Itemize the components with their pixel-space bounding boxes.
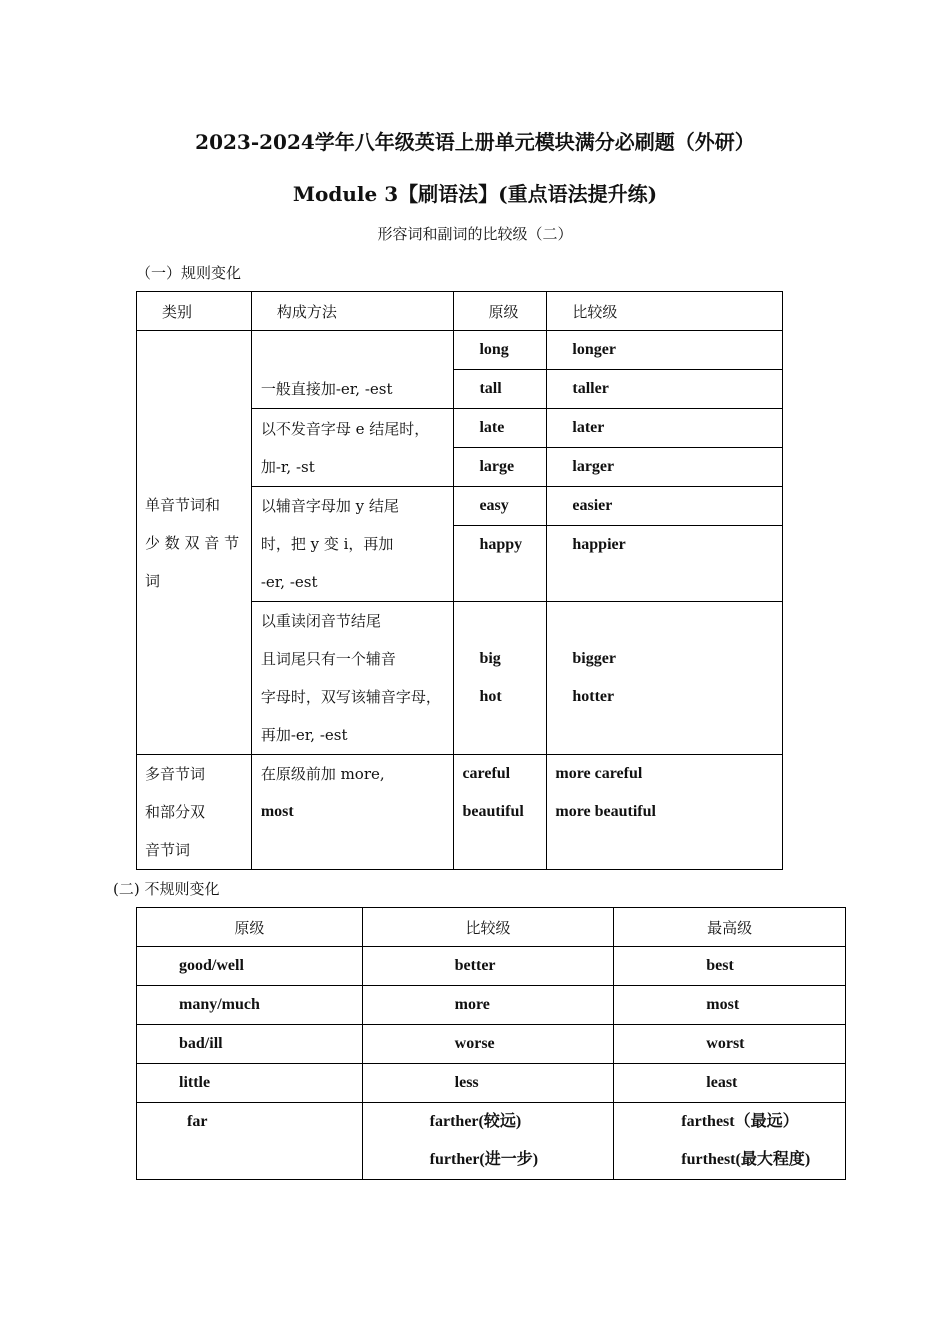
regular-changes-table: [136, 291, 783, 870]
rule-consonant-y: 以辅音字母加 y 结尾 时，把 y 变 i，再加 -er, -est: [251, 487, 454, 602]
comparative-cell: worse: [362, 1025, 614, 1064]
section2-heading: (二) 不规则变化: [113, 880, 220, 898]
base-cell: long: [454, 331, 547, 370]
table-row: [137, 947, 846, 986]
table-row: [137, 986, 846, 1025]
table-row: [137, 331, 783, 370]
base-cell: tall: [454, 370, 547, 409]
base-cell: easy: [454, 487, 547, 526]
table-row: [137, 1103, 846, 1180]
header-superlative: 最高级: [614, 908, 846, 947]
table-row: [137, 1025, 846, 1064]
comparative-cell: happier: [547, 526, 783, 602]
comparative-cell: less: [362, 1064, 614, 1103]
comparative-cell: better: [362, 947, 614, 986]
category-monosyllabic: 单音节词和 少 数 双 音 节 词: [137, 331, 252, 755]
superlative-cell: best: [614, 947, 846, 986]
rule-double-consonant: 以重读闭音节结尾 且词尾只有一个辅音 字母时，双写该辅音字母， 再加-er, -est: [251, 602, 454, 755]
comparative-cell: longer: [547, 331, 783, 370]
superlative-cell: worst: [614, 1025, 846, 1064]
module-subtitle: Module 3【刷语法】(重点语法提升练): [292, 182, 658, 206]
base-cell: careful beautiful: [454, 755, 547, 870]
document-title: 2023-2024学年八年级英语上册单元模块满分必刷题（外研）: [195, 130, 755, 154]
comparative-cell: bigger hotter: [547, 602, 783, 755]
superlative-cell: farthest（最远） furthest(最大程度): [614, 1103, 846, 1180]
base-cell: large: [454, 448, 547, 487]
table-row: [137, 755, 783, 870]
superlative-cell: most: [614, 986, 846, 1025]
comparative-cell: more: [362, 986, 614, 1025]
comparative-cell: later: [547, 409, 783, 448]
topic-heading: 形容词和副词的比较级（二）: [377, 225, 573, 243]
base-cell: little: [137, 1064, 363, 1103]
base-cell: bad/ill: [137, 1025, 363, 1064]
category-polysyllabic: 多音节词 和部分双 音节词: [137, 755, 252, 870]
header-comparative: 比较级: [547, 292, 783, 331]
irregular-changes-table: [136, 907, 846, 1180]
rule-silent-e: 以不发音字母 e 结尾时， 加-r, -st: [251, 409, 454, 487]
base-cell: big hot: [454, 602, 547, 755]
table-row: [137, 1064, 846, 1103]
header-comparative: 比较级: [362, 908, 614, 947]
header-base: 原级: [454, 292, 547, 331]
superlative-cell: least: [614, 1064, 846, 1103]
header-method: 构成方法: [251, 292, 454, 331]
table-header-row: [137, 908, 846, 947]
rule-general: 一般直接加-er, -est: [251, 331, 454, 409]
base-cell: far: [137, 1103, 363, 1180]
base-cell: happy: [454, 526, 547, 602]
section1-heading: （一）规则变化: [136, 264, 242, 282]
comparative-cell: easier: [547, 487, 783, 526]
comparative-cell: farther(较远) further(进一步): [362, 1103, 614, 1180]
header-base: 原级: [137, 908, 363, 947]
table-header-row: [137, 292, 783, 331]
header-category: 类别: [137, 292, 252, 331]
base-cell: many/much: [137, 986, 363, 1025]
base-cell: late: [454, 409, 547, 448]
base-cell: good/well: [137, 947, 363, 986]
rule-more-most: 在原级前加 more, most: [251, 755, 454, 870]
comparative-cell: taller: [547, 370, 783, 409]
comparative-cell: more careful more beautiful: [547, 755, 783, 870]
comparative-cell: larger: [547, 448, 783, 487]
